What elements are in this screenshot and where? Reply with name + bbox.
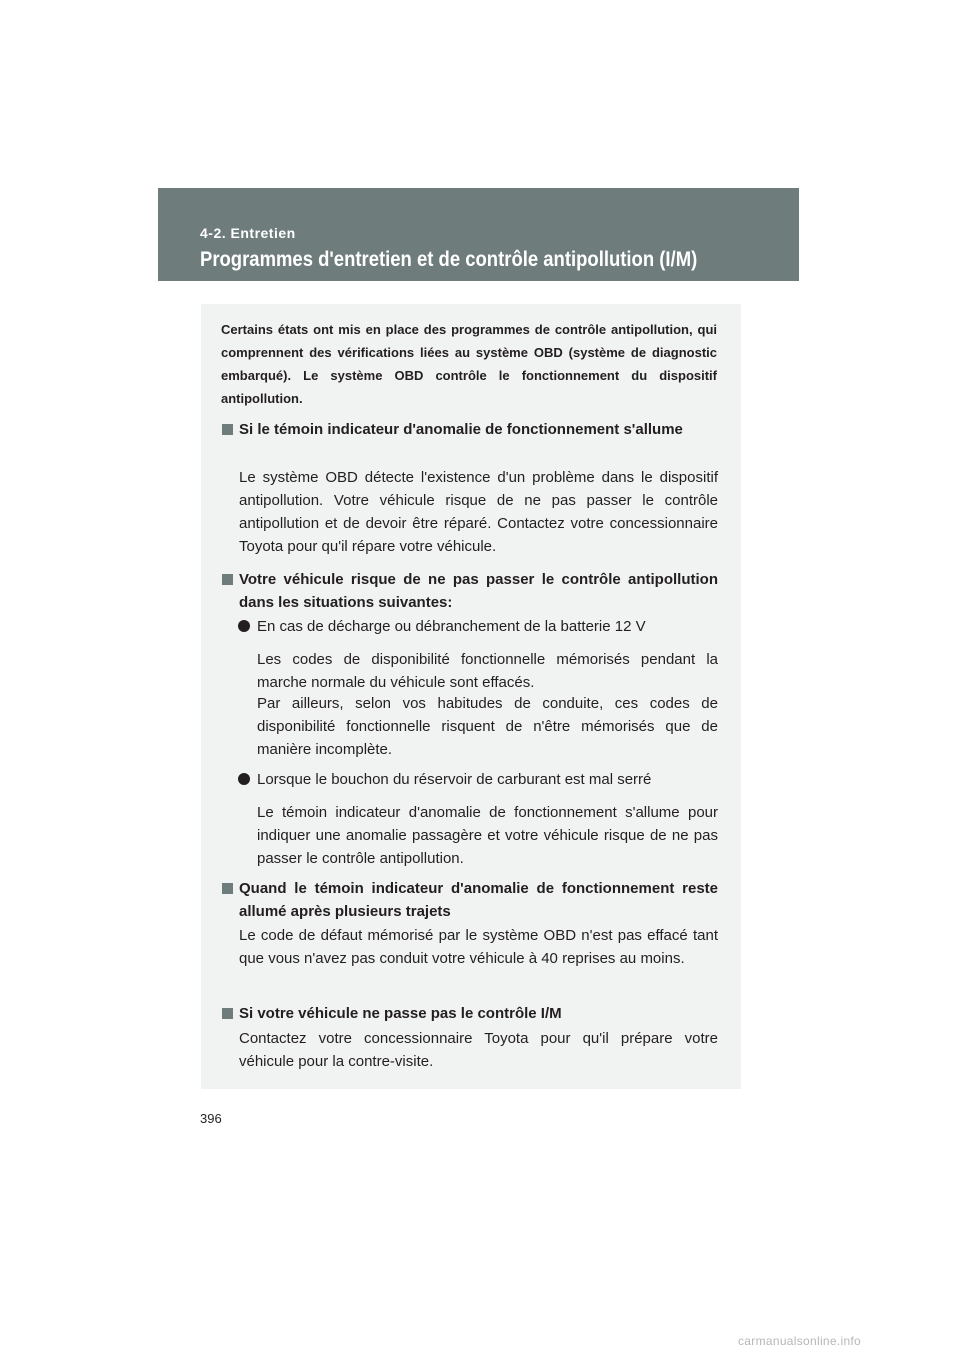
section-heading-text: Votre véhicule risque de ne pas passer le contrôle antipollution dans les situations suivantes:	[239, 571, 718, 611]
round-bullet-icon	[238, 773, 250, 785]
bullet-item	[257, 768, 718, 791]
section-heading-text: Si le témoin indicateur d'anomalie de fonctionnement s'allume	[239, 421, 683, 438]
bullet-body: Les codes de disponibilité fonctionnelle mémorisés pendant la marche normale du véhicule sont effacés.	[257, 651, 718, 691]
intro-paragraph: Certains états ont mis en place des programmes de contrôle antipollution, qui comprennent des vérifications liées au système OBD (système de diagnostic embarqué). Le système OBD contrôle le fonctionnement du dispositif antipollution.	[221, 322, 717, 406]
bullet-body: Le témoin indicateur d'anomalie de fonctionnement s'allume pour indiquer une anomalie passagère et votre véhicule risque de ne pas passer le contrôle antipollution.	[257, 804, 718, 867]
page-number: 396	[200, 1111, 222, 1126]
section-label: 4-2. Entretien	[200, 225, 296, 241]
square-bullet-icon	[222, 883, 233, 894]
section-heading-text: Si votre véhicule ne passe pas le contrôle I/M	[239, 1005, 562, 1022]
content-box	[201, 304, 741, 1089]
round-bullet-icon	[238, 620, 250, 632]
section-heading	[239, 418, 718, 441]
page-title: Programmes d'entretien et de contrôle antipollution (I/M)	[200, 248, 698, 271]
bullet-item	[257, 615, 718, 638]
bullet-body: Par ailleurs, selon vos habitudes de conduite, ces codes de disponibilité fonctionnelle risquent de n'être mémorisés que de manière incomplète.	[257, 695, 718, 758]
watermark: carmanualsonline.info	[738, 1334, 862, 1348]
chapter-header	[158, 188, 799, 281]
section-body: Le système OBD détecte l'existence d'un problème dans le dispositif antipollution. Votre véhicule risque de ne pas passer le contrôle antipollution et de devoir être réparé. Contactez votre concessionnaire Toyota pour qu'il répare votre véhicule.	[239, 469, 718, 555]
bullet-title: Lorsque le bouchon du réservoir de carburant est mal serré	[257, 771, 652, 788]
square-bullet-icon	[222, 574, 233, 585]
section-heading	[239, 568, 718, 614]
section-heading	[239, 877, 718, 923]
square-bullet-icon	[222, 1008, 233, 1019]
section-heading	[239, 1002, 718, 1025]
section-body: Contactez votre concessionnaire Toyota pour qu'il prépare votre véhicule pour la contre-visite.	[239, 1030, 718, 1070]
section-heading-text: Quand le témoin indicateur d'anomalie de fonctionnement reste allumé après plusieurs trajets	[239, 880, 718, 920]
bullet-title: En cas de décharge ou débranchement de la batterie 12 V	[257, 618, 646, 635]
section-body: Le code de défaut mémorisé par le système OBD n'est pas effacé tant que vous n'avez pas conduit votre véhicule à 40 reprises au moins.	[239, 927, 718, 967]
square-bullet-icon	[222, 424, 233, 435]
